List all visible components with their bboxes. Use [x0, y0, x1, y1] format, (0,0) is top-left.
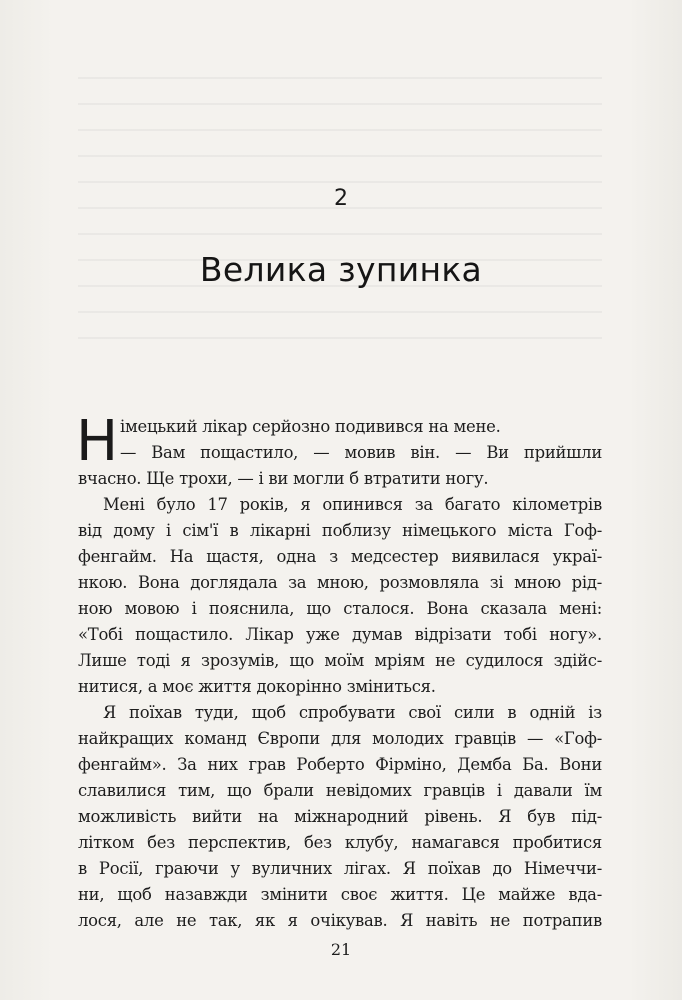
body-line: нитися, а моє життя докорінно зміниться.: [78, 677, 436, 696]
body-line: імецький лікар серйозно подивився на мене.: [120, 417, 501, 436]
body-line: фенгайм. На щастя, одна з медсестер виявилася украї-: [78, 547, 602, 566]
body-line: Я поїхав туди, щоб спробувати свої сили в одній із: [103, 703, 602, 722]
body-line: Мені було 17 років, я опинився за багато кілометрів: [103, 495, 602, 514]
chapter-title: Велика зупинка: [199, 250, 483, 289]
body-line: найкращих команд Європи для молодих гравців — «Гоф-: [78, 729, 602, 748]
body-line: вчасно. Ще трохи, — і ви могли б втратити ногу.: [78, 469, 489, 488]
body-line: в Росії, граючи у вуличних лігах. Я поїхав до Німеччи-: [78, 859, 602, 878]
body-line: лося, але не так, як я очікував. Я навіть не потрапив: [78, 911, 602, 930]
body-line: літком без перспектив, без клубу, намагався пробитися: [78, 833, 602, 852]
body-line: — Вам пощастило, — мовив він. — Ви прийшли: [120, 443, 602, 462]
page-number: 21: [330, 940, 352, 959]
body-line: фенгайм». За них грав Роберто Фірміно, Демба Ба. Вони: [78, 755, 602, 774]
body-line: ни, щоб назавжди змінити своє життя. Це майже вда-: [78, 885, 602, 904]
drop-cap: Н: [76, 409, 119, 474]
chapter-number: 2: [334, 186, 348, 211]
body-line: «Тобі пощастило. Лікар уже думав відрізати тобі ногу».: [78, 625, 602, 644]
body-line: ною мовою і пояснила, що сталося. Вона сказала мені:: [78, 599, 602, 618]
body-line: можливість вийти на міжнародний рівень. Я був під-: [78, 807, 602, 826]
body-line: Лише тоді я зрозумів, що моїм мріям не судилося здійс-: [78, 651, 602, 670]
body-line: славилися тим, що брали невідомих гравців і давали їм: [78, 781, 602, 800]
body-line: від дому і сім'ї в лікарні поблизу німецького міста Гоф-: [78, 521, 602, 540]
body-line: нкою. Вона доглядала за мною, розмовляла зі мною рід-: [78, 573, 602, 592]
